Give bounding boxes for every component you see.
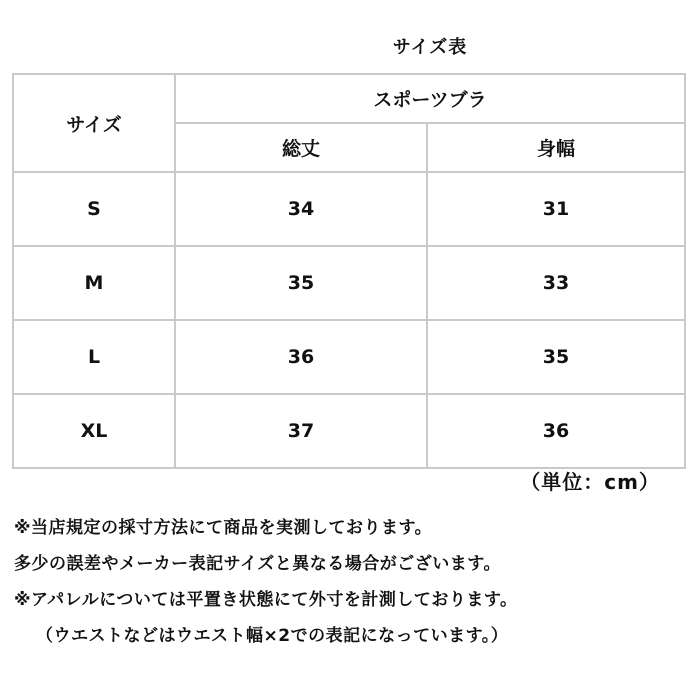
- table-row: [13, 246, 685, 320]
- width-column-header: 身幅: [427, 123, 685, 172]
- product-header: スポーツブラ: [175, 74, 685, 123]
- length-cell: 34: [175, 172, 427, 246]
- note-line: 多少の誤差やメーカー表記サイズと異なる場合がございます。: [14, 554, 501, 574]
- length-column-header: 総丈: [175, 123, 427, 172]
- table-header-row: [13, 74, 685, 123]
- width-cell: 31: [427, 172, 685, 246]
- table-row: [13, 320, 685, 394]
- length-cell: 36: [175, 320, 427, 394]
- notes-section: [14, 510, 694, 654]
- unit-label: （単位：cm）: [520, 470, 660, 494]
- page-title: サイズ表: [392, 37, 468, 58]
- note-line: （ウエストなどはウエスト幅×2での表記になっています。）: [36, 626, 509, 646]
- table-row: [13, 394, 685, 468]
- size-cell: XL: [13, 394, 175, 468]
- width-cell: 36: [427, 394, 685, 468]
- width-cell: 35: [427, 320, 685, 394]
- size-cell: S: [13, 172, 175, 246]
- table-row: [13, 172, 685, 246]
- size-cell: M: [13, 246, 175, 320]
- width-cell: 33: [427, 246, 685, 320]
- size-table: [12, 73, 686, 469]
- length-cell: 37: [175, 394, 427, 468]
- note-line: ※当店規定の採寸方法にて商品を実測しております。: [14, 518, 433, 538]
- size-cell: L: [13, 320, 175, 394]
- size-column-header: サイズ: [13, 74, 175, 172]
- note-line: ※アパレルについては平置き状態にて外寸を計測しております。: [14, 590, 518, 610]
- length-cell: 35: [175, 246, 427, 320]
